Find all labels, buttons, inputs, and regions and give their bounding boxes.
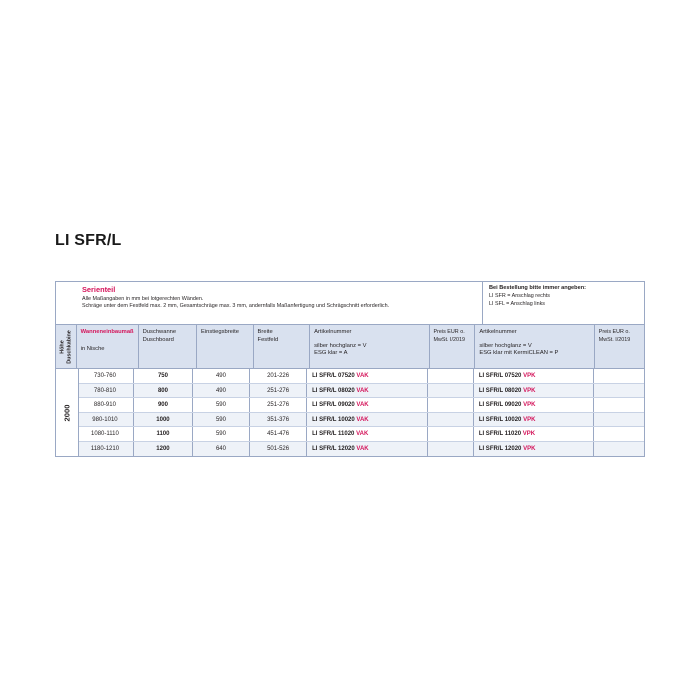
cell-breite: 501-526 <box>250 442 307 457</box>
art1-text: LI SFR/L 11020 <box>312 431 355 437</box>
notes-left <box>56 282 483 324</box>
column-header-artikelnummer-1 <box>310 325 429 368</box>
cell-breite: 251-276 <box>250 398 307 412</box>
cell-artikelnummer-2 <box>474 384 594 398</box>
cell-einstiegsbreite: 490 <box>193 384 250 398</box>
cell-breite: 451-476 <box>250 427 307 441</box>
notes-heading: Serienteil <box>82 285 116 294</box>
cell-artikelnummer-2 <box>474 442 594 457</box>
cell-preis-1[interactable] <box>428 384 474 398</box>
cell-artikelnummer-1 <box>307 398 427 412</box>
group-label-2000 <box>56 369 79 456</box>
cell-duschwanne: 750 <box>134 369 193 383</box>
art2-text: LI SFR/L 12020 <box>478 445 522 452</box>
table-row[interactable] <box>56 413 644 428</box>
cell-artikelnummer-1 <box>307 413 427 427</box>
height-line-1: Höhe <box>59 339 66 354</box>
duschwanne-sub: Duschboard <box>142 336 174 343</box>
notes-line-1: Alle Maßangaben in mm bei lotgerechten Wänden. <box>82 295 204 302</box>
cell-artikelnummer-1 <box>307 442 427 457</box>
table-body <box>55 368 645 457</box>
artikelnummer2-label: Artikelnummer <box>479 329 517 335</box>
artikelnummer2-sub-2: ESG klar mit KermiCLEAN = P <box>479 350 559 357</box>
cell-einstiegsbreite: 490 <box>193 369 250 383</box>
cell-artikelnummer-2 <box>474 413 594 427</box>
art1-suffix: VAK <box>356 402 369 408</box>
art1-suffix: VAK <box>356 416 369 423</box>
column-header-breite <box>254 325 311 368</box>
art2-text: LI SFR/L 07520 <box>478 373 522 379</box>
preis-label-2: Preis EUR o. <box>598 329 630 335</box>
art2-suffix: VPK <box>523 387 536 394</box>
column-header-duschwanne <box>139 325 197 368</box>
order-note-heading: Bei Bestellung bitte immer angeben: <box>489 285 586 291</box>
column-header-height-label <box>59 330 72 364</box>
wanneneinbaumass-label: Wanneneinbaumaß <box>80 329 134 335</box>
cell-artikelnummer-1 <box>307 369 427 383</box>
cell-preis-1[interactable] <box>428 413 474 427</box>
cell-breite: 251-276 <box>250 384 307 398</box>
cell-einstiegsbreite: 590 <box>193 413 250 427</box>
table-row[interactable] <box>56 427 644 442</box>
cell-preis-2[interactable] <box>594 398 644 412</box>
cell-duschwanne: 900 <box>134 398 193 412</box>
column-header-preis-1 <box>430 325 476 368</box>
cell-preis-2[interactable] <box>594 384 644 398</box>
cell-preis-1[interactable] <box>428 442 474 457</box>
cell-preis-2[interactable] <box>594 413 644 427</box>
cell-breite: 201-226 <box>250 369 307 383</box>
order-note-line-2: LI SFL = Anschlag links <box>489 300 545 307</box>
cell-duschwanne: 1000 <box>134 413 193 427</box>
cell-breite: 351-376 <box>250 413 307 427</box>
table-row[interactable] <box>56 369 644 384</box>
table-row[interactable] <box>56 398 644 413</box>
cell-einstiegsbreite: 590 <box>193 398 250 412</box>
cell-duschwanne: 1100 <box>134 427 193 441</box>
art2-suffix: VPK <box>523 373 536 379</box>
table-header-row <box>55 324 645 368</box>
art1-suffix: VAK <box>356 373 369 379</box>
artikelnummer-sub-2: ESG klar = A <box>314 350 348 357</box>
cell-duschwanne: 800 <box>134 384 193 398</box>
notes-line-2: Schräge unter dem Festfeld max. 2 mm, Gesamtschräge max. 3 mm, andernfalls Maßanfertigung und Schrägschnitt erforderlich. <box>82 302 390 309</box>
cell-preis-1[interactable] <box>428 369 474 383</box>
cell-wanneneinbaumass: 730-760 <box>77 369 134 383</box>
art1-text: LI SFR/L 12020 <box>312 445 355 452</box>
cell-preis-2[interactable] <box>594 427 644 441</box>
artikelnummer2-sub-1: silber hochglanz = V <box>479 342 532 349</box>
art1-text: LI SFR/L 09020 <box>312 402 355 408</box>
art2-suffix: VPK <box>523 445 536 452</box>
duschwanne-label: Duschwanne <box>142 329 177 335</box>
art1-text: LI SFR/L 10020 <box>312 416 355 423</box>
art1-suffix: VAK <box>356 431 369 437</box>
group-label-2000-text: 2000 <box>62 404 72 421</box>
column-header-height <box>56 325 77 368</box>
art1-text: LI SFR/L 07520 <box>312 373 355 379</box>
table-row[interactable] <box>56 384 644 399</box>
art1-text: LI SFR/L 08020 <box>312 387 355 394</box>
wanneneinbaumass-sub: in Nische <box>80 345 105 352</box>
cell-artikelnummer-1 <box>307 384 427 398</box>
artikelnummer-sub-1: silber hochglanz = V <box>314 342 367 349</box>
column-header-artikelnummer-2 <box>475 325 594 368</box>
art1-suffix: VAK <box>356 387 369 394</box>
einstiegsbreite-label: Einstiegsbreite <box>200 329 239 335</box>
art2-text: LI SFR/L 10020 <box>478 416 522 423</box>
preis-sub-1: MwSt. I/2019 <box>433 336 465 343</box>
cell-einstiegsbreite: 590 <box>193 427 250 441</box>
cell-artikelnummer-1 <box>307 427 427 441</box>
preis-label-1: Preis EUR o. <box>433 329 465 335</box>
column-header-preis-2 <box>595 325 644 368</box>
cell-preis-1[interactable] <box>428 427 474 441</box>
page-title: LI SFR/L <box>55 232 122 249</box>
cell-wanneneinbaumass: 780-810 <box>77 384 134 398</box>
column-header-wanneneinbaumass <box>77 325 139 368</box>
art2-text: LI SFR/L 08020 <box>478 387 522 394</box>
cell-artikelnummer-2 <box>474 369 594 383</box>
notes-right <box>483 282 644 324</box>
cell-wanneneinbaumass: 980-1010 <box>77 413 134 427</box>
art2-suffix: VPK <box>523 416 536 423</box>
cell-wanneneinbaumass: 1080-1110 <box>77 427 134 441</box>
column-header-einstiegsbreite <box>197 325 254 368</box>
cell-artikelnummer-2 <box>474 427 594 441</box>
artikelnummer-label: Artikelnummer <box>314 329 352 335</box>
breite-sub: Festfeld <box>257 336 279 343</box>
cell-artikelnummer-2 <box>474 398 594 412</box>
art2-suffix: VPK <box>523 402 536 408</box>
art2-text: LI SFR/L 09020 <box>478 402 522 408</box>
product-table <box>55 281 645 457</box>
art2-text: LI SFR/L 11020 <box>478 431 522 437</box>
cell-preis-1[interactable] <box>428 398 474 412</box>
breite-label: Breite <box>257 329 273 335</box>
order-note-line-1: LI SFR = Anschlag rechts <box>489 293 550 299</box>
table-row[interactable] <box>56 442 644 457</box>
art2-suffix: VPK <box>522 431 536 437</box>
cell-preis-2[interactable] <box>594 369 644 383</box>
cell-preis-2[interactable] <box>594 442 644 457</box>
preis-sub-2: MwSt. I/2019 <box>598 336 631 343</box>
height-line-2: Duschkabine <box>65 329 72 364</box>
cell-wanneneinbaumass: 1180-1210 <box>77 442 134 457</box>
cell-duschwanne: 1200 <box>134 442 193 457</box>
notes-band <box>55 281 645 324</box>
cell-einstiegsbreite: 640 <box>193 442 250 457</box>
cell-wanneneinbaumass: 880-910 <box>77 398 134 412</box>
art1-suffix: VAK <box>356 445 369 452</box>
